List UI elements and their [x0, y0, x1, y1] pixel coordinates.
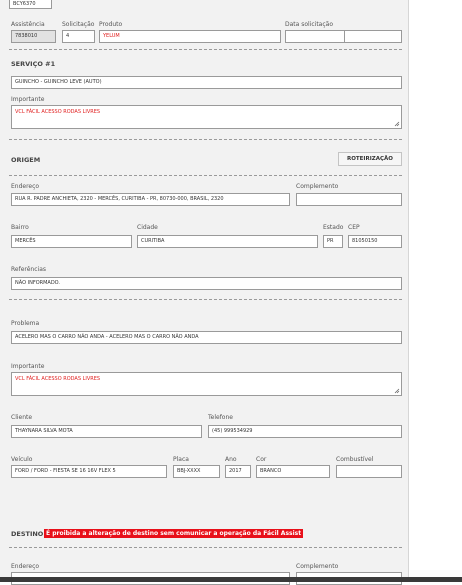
destino-endereco-label: Endereço: [11, 563, 40, 570]
cliente-field[interactable]: THAYNARA SILVA MOTA: [11, 425, 202, 438]
data-solicitacao-field[interactable]: [285, 30, 345, 43]
destino-complemento-label: Complemento: [296, 563, 339, 570]
cor-label: Cor: [256, 456, 267, 463]
referencias-field[interactable]: NÃO INFORMADO.: [11, 277, 402, 290]
placa-label: Placa: [173, 456, 189, 463]
cliente-label: Cliente: [11, 414, 33, 421]
divider: [9, 299, 402, 300]
telefone-field[interactable]: (45) 999534929: [208, 425, 402, 438]
veiculo-field[interactable]: FORD / FORD - FIESTA SE 16 16V FLEX 5: [11, 465, 167, 478]
importante-label: Importante: [11, 96, 45, 103]
combustivel-label: Combustível: [336, 456, 374, 463]
divider: [9, 175, 402, 176]
combustivel-field[interactable]: [336, 465, 402, 478]
service-type-field[interactable]: GUINCHO - GUINCHO LEVE (AUTO): [11, 76, 402, 89]
taskbar: [0, 577, 462, 582]
problema-field[interactable]: ACELERO MAS O CARRO NÃO ANDA - ACELERO MAS O CARRO NÃO ANDA: [11, 331, 402, 344]
divider: [9, 139, 402, 140]
assistencia-field[interactable]: 7838010: [11, 30, 56, 43]
problema-label: Problema: [11, 320, 40, 327]
complemento-field[interactable]: [296, 193, 402, 206]
ano-label: Ano: [225, 456, 237, 463]
hora-solicitacao-field[interactable]: [344, 30, 402, 43]
data-solicitacao-label: Data solicitação: [285, 21, 334, 28]
referencias-label: Referências: [11, 266, 46, 273]
servico-importante-textarea[interactable]: [11, 105, 402, 129]
ano-field[interactable]: 2017: [225, 465, 251, 478]
resize-grip-icon[interactable]: [394, 121, 400, 127]
solicitacao-field[interactable]: 4: [62, 30, 95, 43]
roteirizacao-button[interactable]: ROTEIRIZAÇÃO: [338, 152, 402, 166]
estado-label: Estado: [323, 224, 344, 231]
produto-label: Produto: [99, 21, 123, 28]
bairro-field[interactable]: MERCÊS: [11, 235, 132, 248]
divider: [9, 49, 402, 50]
divider: [9, 547, 402, 548]
cidade-field[interactable]: CURITIBA: [137, 235, 318, 248]
origem-importante-textarea[interactable]: [11, 372, 402, 396]
produto-field[interactable]: YELUM: [99, 30, 281, 43]
placa-field[interactable]: BBJ-XXXX: [173, 465, 220, 478]
cep-label: CEP: [348, 224, 360, 231]
endereco-field[interactable]: RUA R. PADRE ANCHIETA, 2320 - MERCÊS, CURITIBA - PR, 80730-000, BRASIL, 2320: [11, 193, 290, 206]
telefone-label: Telefone: [208, 414, 233, 421]
cor-field[interactable]: BRANCO: [256, 465, 330, 478]
origem-title: ORIGEM: [11, 156, 41, 164]
origem-importante-text: VCL FÁCIL ACESSO RODAS LIVRES: [15, 376, 101, 382]
servico-importante-text: VCL FÁCIL ACESSO RODAS LIVRES: [15, 109, 101, 115]
importante-label: Importante: [11, 363, 45, 370]
endereco-label: Endereço: [11, 183, 40, 190]
plate-field[interactable]: BCY6370: [9, 0, 52, 9]
destino-title: DESTINO: [11, 530, 44, 538]
cidade-label: Cidade: [137, 224, 158, 231]
servico-title: SERVIÇO #1: [11, 60, 56, 68]
solicitacao-label: Solicitação: [62, 21, 95, 28]
complemento-label: Complemento: [296, 183, 339, 190]
estado-field[interactable]: PR: [323, 235, 343, 248]
resize-grip-icon[interactable]: [394, 388, 400, 394]
bairro-label: Bairro: [11, 224, 29, 231]
assistencia-label: Assistência: [11, 21, 45, 28]
destino-warning-badge: É proibida a alteração de destino sem comunicar a operação da Fácil Assist: [46, 530, 302, 537]
cep-field[interactable]: 81050150: [348, 235, 402, 248]
veiculo-label: Veículo: [11, 456, 33, 463]
